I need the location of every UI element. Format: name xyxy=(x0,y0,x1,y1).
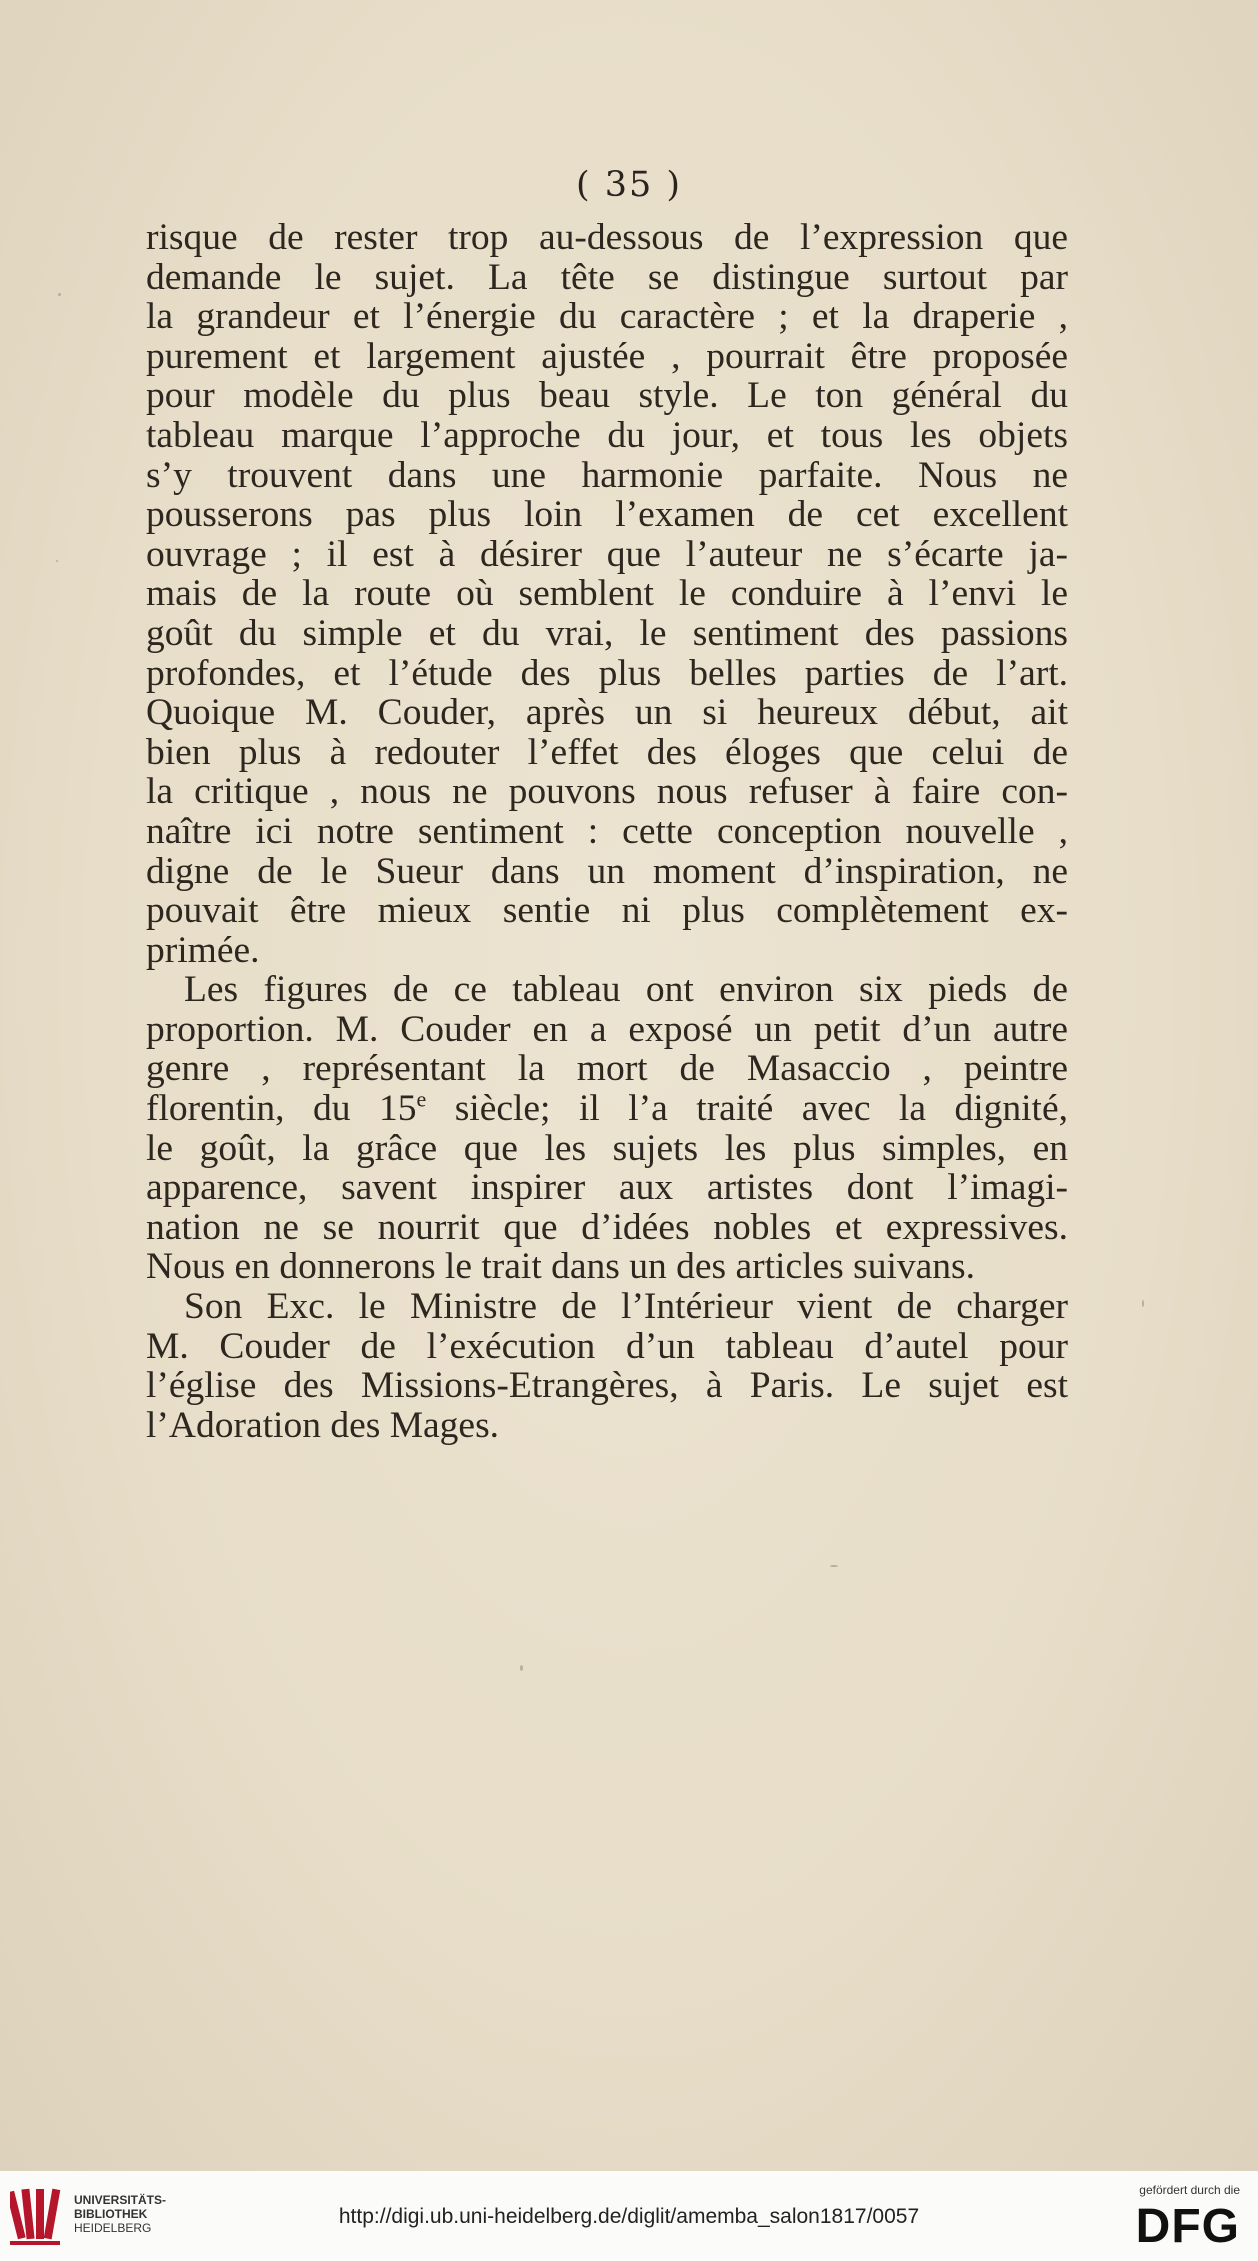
text-line: Son Exc. le Ministre de l’Intérieur vient de charger xyxy=(184,1286,1068,1328)
text-line xyxy=(146,1086,1068,1130)
text-line: Nous en donnerons le trait dans un des articles suivans. xyxy=(146,1246,975,1288)
text-line: proportion. M. Couder en a exposé un petit d’un autre xyxy=(146,1008,1068,1050)
library-name-line-2: BIBLIOTHEK xyxy=(74,2207,148,2221)
text-line: naître ici notre sentiment : cette conception nouvelle , xyxy=(146,810,1068,852)
text-segment: siècle; il l’a traité avec la dignité, xyxy=(426,1088,1068,1130)
text-line: primée. xyxy=(146,929,260,971)
text-line: nation ne se nourrit que d’idées nobles et expressives. xyxy=(146,1206,1068,1248)
library-name-line-1: UNIVERSITÄTS- xyxy=(74,2193,167,2207)
footer-bar xyxy=(0,2171,1258,2261)
library-name-line-3: HEIDELBERG xyxy=(74,2221,152,2235)
text-line: s’y trouvent dans une harmonie parfaite. Nous ne xyxy=(146,454,1068,496)
text-line: la grandeur et l’énergie du caractère ; et la draperie , xyxy=(146,296,1068,338)
text-line: digne de le Sueur dans un moment d’inspiration, ne xyxy=(146,850,1068,892)
text-line: demande le sujet. La tête se distingue surtout par xyxy=(146,256,1068,298)
text-line: genre , représentant la mort de Masaccio , peintre xyxy=(146,1048,1068,1090)
source-url-link[interactable]: http://digi.ub.uni-heidelberg.de/diglit/amemba_salon1817/0057 xyxy=(338,2205,920,2228)
text-line: l’Adoration des Mages. xyxy=(146,1404,500,1446)
text-line: pousserons pas plus loin l’examen de cet excellent xyxy=(146,494,1068,536)
text-line: M. Couder de l’exécution d’un tableau d’autel pour xyxy=(146,1325,1068,1367)
text-line: apparence, savent inspirer aux artistes dont l’imagi- xyxy=(146,1167,1068,1209)
text-line: profondes, et l’étude des plus belles parties de l’art. xyxy=(146,652,1068,694)
superscript: e xyxy=(416,1086,427,1112)
text-line: mais de la route où semblent le conduire à l’envi le xyxy=(146,573,1068,615)
body-text xyxy=(146,218,1068,1445)
dfg-logo-icon[interactable]: DFG xyxy=(1135,2200,1240,2253)
text-line: le goût, la grâce que les sujets les plus simples, en xyxy=(146,1127,1068,1169)
text-line: risque de rester trop au-dessous de l’expression que xyxy=(146,217,1068,258)
text-line: goût du simple et du vrai, le sentiment des passions xyxy=(146,612,1068,654)
text-line: Quoique M. Couder, après un si heureux début, ait xyxy=(146,692,1068,734)
text-line: pour modèle du plus beau style. Le ton général du xyxy=(146,375,1068,417)
text-line: Les figures de ce tableau ont environ six pieds de xyxy=(184,969,1068,1011)
text-line: purement et largement ajustée , pourrait être proposée xyxy=(146,335,1068,377)
text-line: tableau marque l’approche du jour, et tous les objets xyxy=(146,414,1068,456)
text-line: pouvait être mieux sentie ni plus complètement ex- xyxy=(146,890,1068,932)
text-line: ouvrage ; il est à désirer que l’auteur ne s’écarte ja- xyxy=(146,533,1068,575)
text-line: l’église des Missions-Etrangères, à Paris. Le sujet est xyxy=(146,1365,1068,1407)
text-segment: florentin, du 15 xyxy=(146,1088,417,1130)
text-line: la critique , nous ne pouvons nous refuser à faire con- xyxy=(146,771,1068,813)
funder-caption: gefördert durch die xyxy=(1139,2183,1240,2197)
text-line: bien plus à redouter l’effet des éloges que celui de xyxy=(146,731,1068,773)
page-number: ( 35 ) xyxy=(575,165,683,205)
